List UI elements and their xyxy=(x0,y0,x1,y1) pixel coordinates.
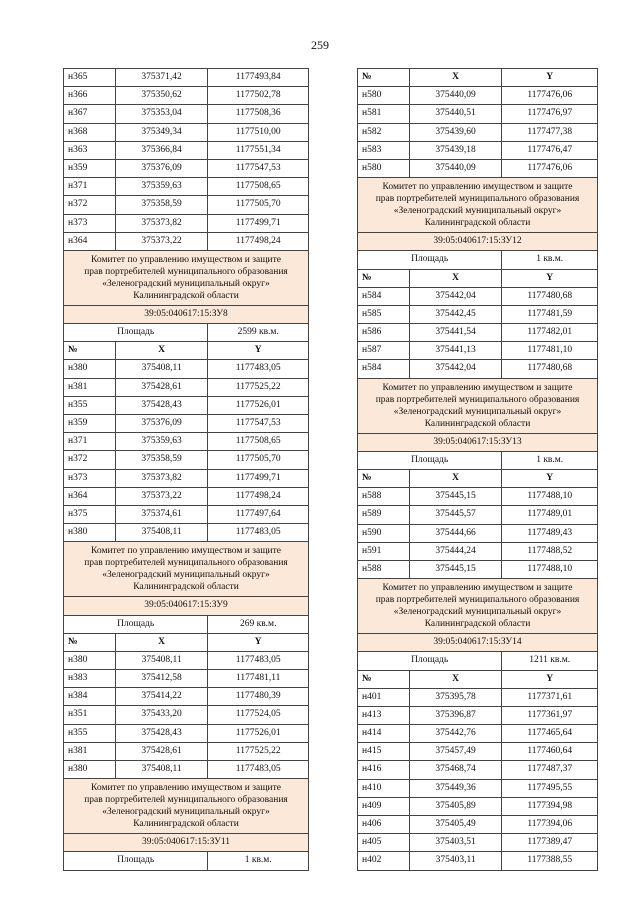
owner-line: «Зеленоградский муниципальный округ» xyxy=(393,607,562,618)
header-row xyxy=(358,270,597,288)
area-row xyxy=(64,324,308,342)
coord-y: 1177480,68 xyxy=(527,363,573,374)
table-row xyxy=(64,725,308,743)
coord-x: 375405,49 xyxy=(410,816,503,833)
table-row xyxy=(64,415,308,433)
coord-y: 1177551,34 xyxy=(235,144,281,155)
area-row xyxy=(64,616,308,634)
table-row xyxy=(64,470,308,488)
table-row xyxy=(64,433,308,451)
coord-x: 375358,59 xyxy=(116,451,209,468)
cadastral-number: 39:05:040617:15:ЗУ13 xyxy=(358,434,597,452)
coord-x: 375359,63 xyxy=(116,178,209,195)
table-row xyxy=(358,105,597,123)
coord-y: 1177508,65 xyxy=(235,181,281,192)
area-row xyxy=(358,251,597,269)
point-id: н591 xyxy=(358,543,410,560)
coord-x: 375445,15 xyxy=(410,488,503,505)
coord-rows-zu12 xyxy=(358,288,597,379)
area-row xyxy=(358,452,597,470)
point-id: н588 xyxy=(358,488,410,505)
header-x: X xyxy=(410,671,503,688)
coord-x: 375449,36 xyxy=(410,780,503,797)
point-id: н584 xyxy=(358,288,410,305)
table-row xyxy=(358,816,597,834)
coord-x: 375433,20 xyxy=(116,706,209,723)
table-row xyxy=(64,506,308,524)
table-row xyxy=(358,689,597,707)
owner-line: прав портребителей муниципального образования xyxy=(84,795,288,806)
header-y: Y xyxy=(546,72,554,82)
cadastral-number: 39:05:040617:15:ЗУ14 xyxy=(358,634,597,652)
table-row xyxy=(64,233,308,251)
coord-x: 375405,89 xyxy=(410,798,503,815)
point-id: н366 xyxy=(64,87,116,104)
area-value: 269 кв.м. xyxy=(239,618,277,629)
coord-x: 375439,60 xyxy=(410,124,503,141)
coord-x: 375428,61 xyxy=(116,743,209,760)
table-row xyxy=(358,780,597,798)
coord-y: 1177394,06 xyxy=(527,819,573,829)
owner-line: Комитет по управлению имуществом и защите xyxy=(91,546,281,557)
owner-block xyxy=(358,178,597,233)
coord-y: 1177498,24 xyxy=(235,490,281,501)
table-row xyxy=(64,142,308,160)
point-id: н381 xyxy=(64,743,116,760)
point-id: н580 xyxy=(358,160,410,177)
header-x: X xyxy=(116,634,209,651)
coord-x: 375439,18 xyxy=(410,142,503,159)
coord-x: 375376,09 xyxy=(116,415,209,432)
coord-y: 1177477,38 xyxy=(527,126,573,137)
coord-x: 375395,78 xyxy=(410,689,503,706)
coord-y: 1177493,84 xyxy=(235,72,281,82)
area-row xyxy=(358,652,597,670)
owner-line: «Зеленоградский муниципальный округ» xyxy=(393,206,562,217)
point-id: н351 xyxy=(64,706,116,723)
point-id: н363 xyxy=(64,142,116,159)
point-id: н380 xyxy=(64,761,116,778)
coord-y: 1177476,06 xyxy=(527,162,573,173)
point-id: н401 xyxy=(358,689,410,706)
point-id: н589 xyxy=(358,506,410,523)
coord-x: 375468,74 xyxy=(410,761,503,778)
header-num: № xyxy=(64,634,116,651)
table-row xyxy=(64,215,308,233)
coord-x: 375353,04 xyxy=(116,105,209,122)
header-row xyxy=(64,634,308,652)
cadastral-number: 39:05:040617:15:ЗУ11 xyxy=(64,834,308,852)
coord-y: 1177476,06 xyxy=(527,90,573,101)
coord-rows-zu11 xyxy=(358,87,597,178)
table-row xyxy=(64,397,308,415)
area-value: 1 кв.м. xyxy=(536,454,564,465)
coord-x: 375396,87 xyxy=(410,707,503,724)
coord-x: 375373,22 xyxy=(116,488,209,505)
coord-y: 1177482,01 xyxy=(527,327,573,338)
coord-x: 375440,09 xyxy=(410,87,503,104)
point-id: н381 xyxy=(64,379,116,396)
point-id: н372 xyxy=(64,196,116,213)
owner-line: Калининградской области xyxy=(424,218,531,229)
coord-x: 375442,04 xyxy=(410,360,503,377)
coord-x: 375442,45 xyxy=(410,306,503,323)
header-x: X xyxy=(410,270,503,287)
coord-y: 1177460,64 xyxy=(527,746,573,757)
table-row xyxy=(358,342,597,360)
table-row xyxy=(358,142,597,160)
header-y: Y xyxy=(254,345,262,356)
coord-x: 375371,42 xyxy=(116,69,209,86)
coord-x: 375408,11 xyxy=(116,360,209,377)
coord-x: 375403,51 xyxy=(410,834,503,851)
coord-y: 1177483,05 xyxy=(235,527,281,538)
area-label: Площадь xyxy=(358,652,502,669)
coord-x: 375376,09 xyxy=(116,160,209,177)
owner-line: прав портребителей муниципального образования xyxy=(375,394,580,405)
owner-line: «Зеленоградский муниципальный округ» xyxy=(102,570,270,581)
point-id: н406 xyxy=(358,816,410,833)
point-id: н373 xyxy=(64,215,116,232)
owner-line: Комитет по управлению имуществом и защите xyxy=(91,783,281,794)
area-label: Площадь xyxy=(358,452,502,469)
point-id: н373 xyxy=(64,470,116,487)
table-row xyxy=(64,360,308,378)
owner-line: прав портребителей муниципального образования xyxy=(84,266,288,277)
header-y: Y xyxy=(546,673,554,684)
point-id: н380 xyxy=(64,524,116,541)
coord-x: 375374,61 xyxy=(116,506,209,523)
coord-y: 1177498,24 xyxy=(235,235,281,246)
owner-line: «Зеленоградский муниципальный округ» xyxy=(102,278,270,289)
header-row xyxy=(358,671,597,689)
owner-line: «Зеленоградский муниципальный округ» xyxy=(393,406,562,417)
point-id: н413 xyxy=(358,707,410,724)
coord-y: 1177371,61 xyxy=(527,691,573,702)
coord-x: 375408,11 xyxy=(116,524,209,541)
owner-line: Калининградской области xyxy=(424,418,531,429)
coord-x: 375349,34 xyxy=(116,124,209,141)
point-id: н402 xyxy=(358,852,410,869)
area-value: 1 кв.м. xyxy=(536,254,564,265)
table-row xyxy=(358,834,597,852)
point-id: н364 xyxy=(64,488,116,505)
coord-y: 1177480,68 xyxy=(527,290,573,301)
area-label: Площадь xyxy=(358,251,502,268)
point-id: н581 xyxy=(358,105,410,122)
owner-line: Калининградской области xyxy=(133,819,239,830)
point-id: н580 xyxy=(358,87,410,104)
area-label: Площадь xyxy=(64,852,208,869)
coord-x: 375408,11 xyxy=(116,761,209,778)
coord-y: 1177508,36 xyxy=(235,108,281,119)
table-row xyxy=(64,524,308,542)
area-row xyxy=(64,852,308,870)
coord-rows-zu8 xyxy=(64,360,308,542)
coord-x: 375428,61 xyxy=(116,379,209,396)
owner-line: Комитет по управлению имуществом и защите xyxy=(382,182,573,193)
coord-x: 375444,24 xyxy=(410,543,503,560)
coord-rows-zu13 xyxy=(358,488,597,579)
coord-y: 1177502,78 xyxy=(235,90,281,101)
point-id: н364 xyxy=(64,233,116,250)
coord-y: 1177526,01 xyxy=(235,399,281,410)
point-id: н355 xyxy=(64,397,116,414)
point-id: н582 xyxy=(358,124,410,141)
point-id: н409 xyxy=(358,798,410,815)
area-value: 1 кв.м. xyxy=(244,855,272,866)
header-row xyxy=(358,68,597,87)
coord-y: 1177505,70 xyxy=(235,454,281,465)
table-row xyxy=(64,652,308,670)
coord-y: 1177547,53 xyxy=(235,162,281,173)
coord-rows-zu9 xyxy=(64,652,308,779)
table-row xyxy=(64,379,308,397)
table-row xyxy=(64,196,308,214)
coord-y: 1177524,05 xyxy=(235,709,281,720)
table-row xyxy=(64,688,308,706)
coord-x: 375412,58 xyxy=(116,670,209,687)
coord-y: 1177481,11 xyxy=(235,673,281,684)
owner-block xyxy=(64,542,308,597)
table-row xyxy=(64,160,308,178)
header-num: № xyxy=(358,671,410,688)
header-y: Y xyxy=(546,272,554,283)
point-id: н415 xyxy=(358,743,410,760)
coord-x: 375441,54 xyxy=(410,324,503,341)
table-row xyxy=(64,105,308,123)
coord-y: 1177489,43 xyxy=(527,527,573,538)
table-row xyxy=(64,68,308,87)
table-row xyxy=(64,743,308,761)
table-row xyxy=(358,324,597,342)
coord-y: 1177499,71 xyxy=(235,472,281,483)
coord-x: 375350,62 xyxy=(116,87,209,104)
point-id: н588 xyxy=(358,561,410,578)
owner-line: Комитет по управлению имуществом и защите xyxy=(91,254,281,265)
coord-x: 375457,49 xyxy=(410,743,503,760)
point-id: н383 xyxy=(64,670,116,687)
table-row xyxy=(358,798,597,816)
coord-y: 1177481,59 xyxy=(527,308,573,319)
coord-y: 1177476,47 xyxy=(527,144,573,155)
point-id: н587 xyxy=(358,342,410,359)
owner-line: прав портребителей муниципального образования xyxy=(84,558,288,569)
owner-block xyxy=(358,379,597,434)
coord-rows-zu14 xyxy=(358,689,597,871)
owner-block xyxy=(64,779,308,834)
coord-x: 375373,82 xyxy=(116,470,209,487)
coord-y: 1177488,52 xyxy=(527,545,573,556)
coord-x: 375440,09 xyxy=(410,160,503,177)
owner-line: Калининградской области xyxy=(424,619,531,630)
point-id: н584 xyxy=(358,360,410,377)
coord-x: 375442,76 xyxy=(410,725,503,742)
coord-y: 1177487,37 xyxy=(527,764,573,775)
coord-y: 1177510,00 xyxy=(235,126,281,137)
area-value: 1211 кв.м. xyxy=(529,655,571,666)
table-row xyxy=(358,288,597,306)
point-id: н371 xyxy=(64,433,116,450)
table-row xyxy=(64,670,308,688)
coord-y: 1177547,53 xyxy=(235,418,281,428)
coord-y: 1177497,64 xyxy=(235,508,281,519)
point-id: н359 xyxy=(64,160,116,177)
header-y: Y xyxy=(546,473,554,483)
coord-y: 1177499,71 xyxy=(235,217,281,228)
cadastral-number: 39:05:040617:15:ЗУ8 xyxy=(64,306,308,324)
header-num: № xyxy=(64,342,116,359)
header-y: Y xyxy=(254,636,262,647)
cadastral-number: 39:05:040617:15:ЗУ12 xyxy=(358,233,597,251)
coord-y: 1177389,47 xyxy=(527,837,573,848)
table-row xyxy=(64,488,308,506)
point-id: н380 xyxy=(64,652,116,669)
page-number: 259 xyxy=(311,38,329,52)
point-id: н583 xyxy=(358,142,410,159)
coord-x: 375444,66 xyxy=(410,525,503,542)
coord-x: 375414,22 xyxy=(116,688,209,705)
table-row xyxy=(358,543,597,561)
table-row xyxy=(358,360,597,378)
table-row xyxy=(358,561,597,579)
table-row xyxy=(358,761,597,779)
owner-line: Калининградской области xyxy=(133,290,239,301)
owner-line: Калининградской области xyxy=(133,582,239,593)
table-row xyxy=(358,488,597,506)
point-id: н585 xyxy=(358,306,410,323)
table-row xyxy=(64,124,308,142)
right-table xyxy=(357,68,598,871)
coord-y: 1177361,97 xyxy=(527,709,573,720)
coord-y: 1177488,10 xyxy=(527,563,573,574)
point-id: н416 xyxy=(358,761,410,778)
table-row xyxy=(358,160,597,178)
table-row xyxy=(64,87,308,105)
coord-y: 1177488,10 xyxy=(527,491,573,502)
table-row xyxy=(64,761,308,779)
owner-line: Комитет по управлению имуществом и защите xyxy=(382,583,573,594)
point-id: н405 xyxy=(358,834,410,851)
coord-x: 375373,22 xyxy=(116,233,209,250)
coord-x: 375442,04 xyxy=(410,288,503,305)
coord-y: 1177526,01 xyxy=(235,727,281,738)
area-value: 2599 кв.м. xyxy=(237,327,279,338)
coord-y: 1177483,05 xyxy=(235,764,281,774)
coord-x: 375441,13 xyxy=(410,342,503,359)
coord-x: 375440,51 xyxy=(410,105,503,122)
coord-y: 1177495,55 xyxy=(527,782,573,793)
header-row xyxy=(64,342,308,360)
point-id: н380 xyxy=(64,360,116,377)
coord-x: 375445,15 xyxy=(410,561,503,578)
coord-x: 375358,59 xyxy=(116,196,209,213)
coord-x: 375428,43 xyxy=(116,397,209,414)
point-id: н375 xyxy=(64,506,116,523)
table-row xyxy=(64,451,308,469)
table-row xyxy=(358,852,597,870)
coord-x: 375373,82 xyxy=(116,215,209,232)
coord-y: 1177525,22 xyxy=(235,381,281,392)
table-row xyxy=(64,178,308,196)
coord-y: 1177483,05 xyxy=(235,363,281,374)
table-row xyxy=(358,306,597,324)
coord-y: 1177388,55 xyxy=(527,855,573,866)
cadastral-number: 39:05:040617:15:ЗУ9 xyxy=(64,597,308,615)
point-id: н590 xyxy=(358,525,410,542)
coord-y: 1177394,98 xyxy=(527,800,573,811)
point-id: н414 xyxy=(358,725,410,742)
header-row xyxy=(358,470,597,488)
point-id: н586 xyxy=(358,324,410,341)
table-row xyxy=(358,124,597,142)
table-row xyxy=(358,707,597,725)
table-row xyxy=(358,725,597,743)
coord-x: 375408,11 xyxy=(116,652,209,669)
point-id: н371 xyxy=(64,178,116,195)
header-num: № xyxy=(358,69,410,86)
owner-block xyxy=(358,579,597,634)
coord-x: 375403,11 xyxy=(410,852,503,869)
left-table xyxy=(63,68,309,871)
point-id: н367 xyxy=(64,105,116,122)
coord-y: 1177508,65 xyxy=(235,436,281,447)
coord-y: 1177483,05 xyxy=(235,654,281,665)
owner-line: «Зеленоградский муниципальный округ» xyxy=(102,807,270,818)
table-row xyxy=(358,87,597,105)
point-id: н359 xyxy=(64,415,116,432)
table-row xyxy=(358,506,597,524)
coord-x: 375366,84 xyxy=(116,142,209,159)
header-x: X xyxy=(410,470,503,487)
table-row xyxy=(358,743,597,761)
point-id: н410 xyxy=(358,780,410,797)
header-x: X xyxy=(116,342,209,359)
coord-y: 1177476,97 xyxy=(527,108,573,119)
table-row xyxy=(358,525,597,543)
coord-x: 375428,43 xyxy=(116,725,209,742)
coord-y: 1177481,10 xyxy=(527,345,573,356)
point-id: н384 xyxy=(64,688,116,705)
owner-block xyxy=(64,251,308,306)
owner-line: прав портребителей муниципального образования xyxy=(375,194,580,205)
coord-y: 1177525,22 xyxy=(235,745,281,756)
point-id: н365 xyxy=(64,69,116,86)
point-id: н372 xyxy=(64,451,116,468)
header-num: № xyxy=(358,470,410,487)
point-id: н355 xyxy=(64,725,116,742)
header-x: X xyxy=(410,69,503,86)
coord-x: 375445,57 xyxy=(410,506,503,523)
area-label: Площадь xyxy=(64,324,208,341)
header-num: № xyxy=(358,270,410,287)
area-label: Площадь xyxy=(64,616,208,633)
coord-y: 1177465,64 xyxy=(527,728,573,739)
coord-y: 1177489,01 xyxy=(527,509,573,520)
point-id: н368 xyxy=(64,124,116,141)
coord-y: 1177505,70 xyxy=(235,199,281,210)
coord-rows-continued xyxy=(64,68,308,251)
owner-line: прав портребителей муниципального образования xyxy=(375,595,580,606)
coord-x: 375359,63 xyxy=(116,433,209,450)
owner-line: Комитет по управлению имуществом и защите xyxy=(382,382,573,393)
coord-y: 1177480,39 xyxy=(235,691,281,702)
table-row xyxy=(64,706,308,724)
